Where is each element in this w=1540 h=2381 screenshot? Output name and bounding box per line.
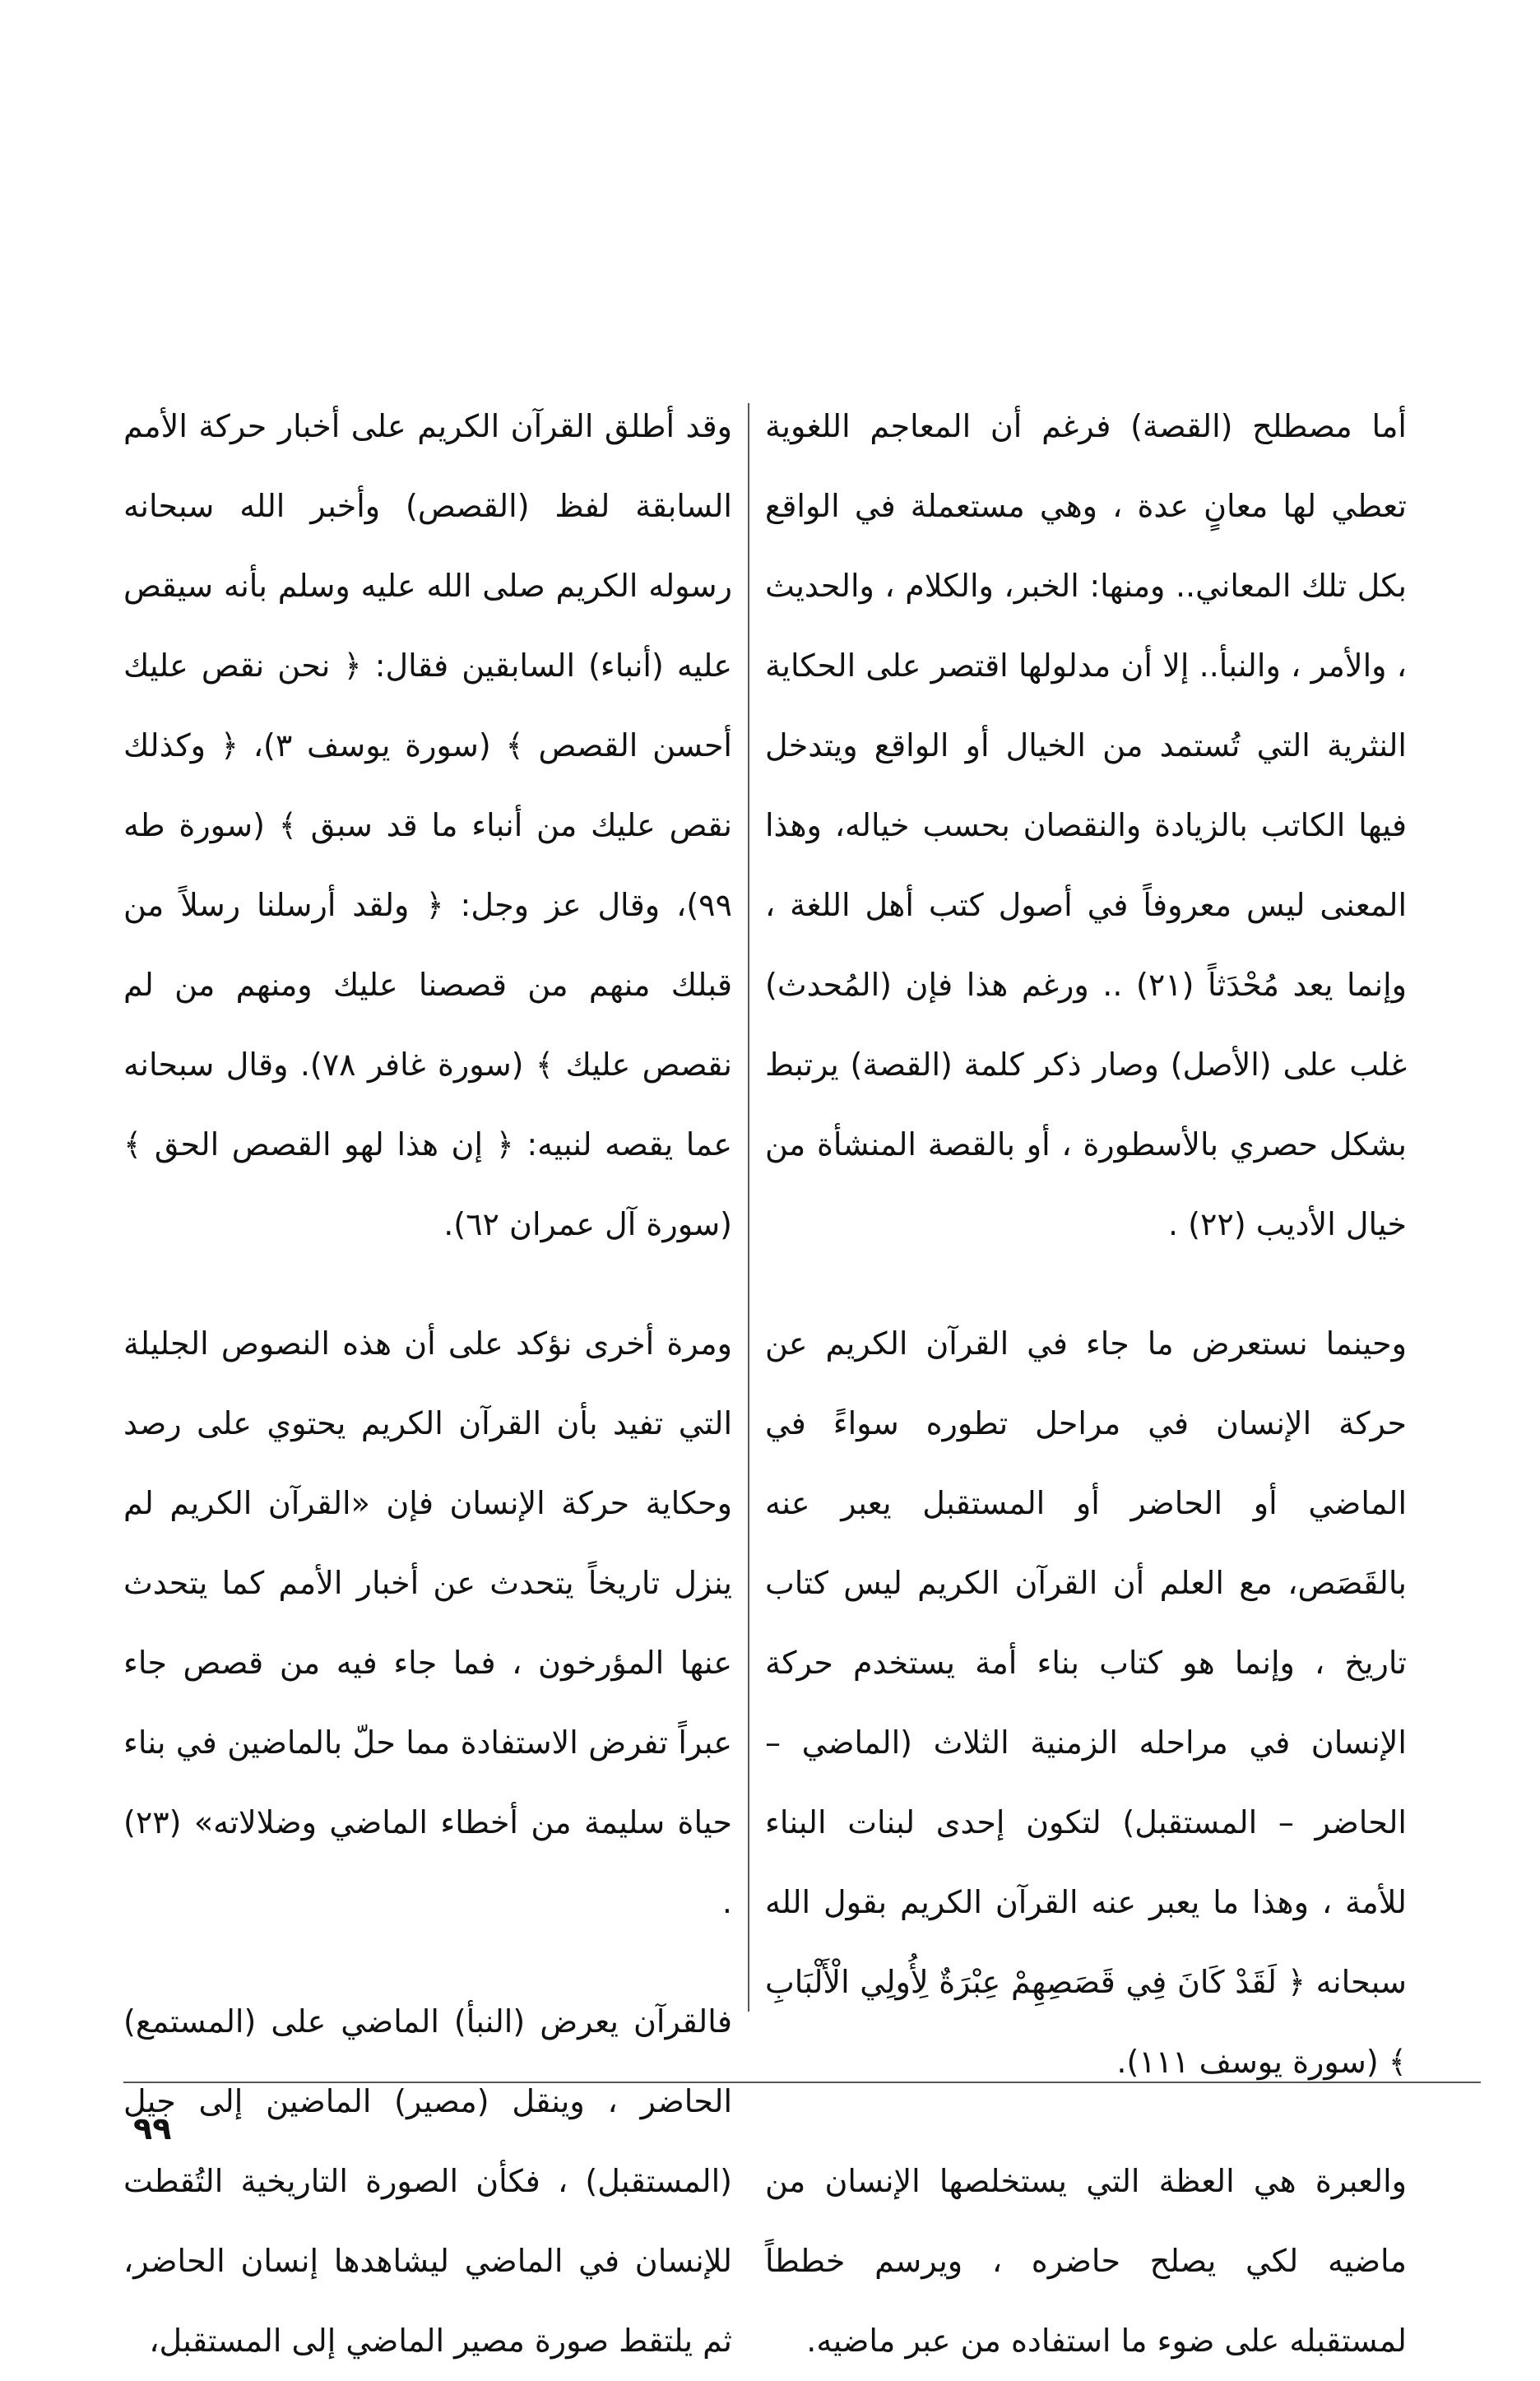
paragraph: فالقرآن يعرض (النبأ) الماضي على (المستمع) الحاضر ، وينقل (مصير) الماضين إلى جيل (المستقبل) ، فكأن الصورة التاريخية التُقطت للإنسان في الماضي ليشاهدها إنسان الحاضر، ثم يلتقط صورة مصير الماضي إلى المستقبل، xyxy=(123,2003,732,2359)
paragraph: وقد أطلق القرآن الكريم على أخبار حركة الأمم السابقة لفظ (القصص) وأخبر الله سبحانه رسوله الكريم صلى الله عليه وسلم بأنه سيقص عليه (أنباء) السابقين فقال: ﴿ نحن نقص عليك أحسن القصص ﴾ (سورة يوسف ٣)، ﴿ وكذلك نقص عليك من أنباء ما قد سبق ﴾ (سورة طه ٩٩)، وقال عز وجل: ﴿ ولقد أرسلنا رسلاً من قبلك منهم من قصصنا عليك ومنهم من لم نقصص عليك ﴾ (سورة غافر ٧٨). وقال سبحانه عما يقصه لنبيه: ﴿ إن هذا لهو القصص الحق ﴾ (سورة آل عمران ٦٢). xyxy=(123,408,732,1242)
paragraph: أما مصطلح (القصة) فرغم أن المعاجم اللغوية تعطي لها معانٍ عدة ، وهي مستعملة في الواقع بكل تلك المعاني.. ومنها: الخبر، والكلام ، والحديث ، والأمر ، والنبأ.. إلا أن مدلولها اقتصر على الحكاية النثرية التي تُستمد من الخيال أو الواقع ويتدخل فيها الكاتب بالزيادة والنقصان بحسب خياله، وهذا المعنى ليس معروفاً في أصول كتب أهل اللغة ، وإنما يعد مُحْدَثاً (٢١) .. ورغم هذا فإن (المُحدث) غلب على (الأصل) وصار ذكر كلمة (القصة) يرتبط بشكل حصري بالأسطورة ، أو بالقصة المنشأة من خيال الأديب (٢٢) . xyxy=(765,408,1407,1242)
paragraph: ومرة أخرى نؤكد على أن هذه النصوص الجليلة التي تفيد بأن القرآن الكريم يحتوي على رصد وحكاية حركة الإنسان فإن «القرآن الكريم لم ينزل تاريخاً يتحدث عن أخبار الأمم كما يتحدث عنها المؤرخون ، فما جاء فيه من قصص جاء عبراً تفرض الاستفادة مما حلّ بالماضين في بناء حياة سليمة من أخطاء الماضي وضلالاته» (٢٣) . xyxy=(123,1325,732,1920)
column-divider xyxy=(748,403,749,2012)
paragraph: وحينما نستعرض ما جاء في القرآن الكريم عن حركة الإنسان في مراحل تطوره سواءً في الماضي أو الحاضر أو المستقبل يعبر عنه بالقَصَص، مع العلم أن القرآن الكريم ليس كتاب تاريخ ، وإنما هو كتاب بناء أمة يستخدم حركة الإنسان في مراحله الزمنية الثلاث (الماضي – الحاضر – المستقبل) لتكون إحدى لبنات البناء للأمة ، وهذا ما يعبر عنه القرآن الكريم بقول الله سبحانه ﴿ لَقَدْ كَانَ فِي قَصَصِهِمْ عِبْرَةٌ لِأُولِي الْأَلْبَابِ ﴾ (سورة يوسف ١١١). xyxy=(765,1325,1407,2080)
left-column xyxy=(123,387,732,2359)
footer-rule xyxy=(123,2082,1481,2083)
right-column xyxy=(765,387,1407,2359)
page-number: ٩٩ xyxy=(133,2110,172,2147)
paragraph: والعبرة هي العظة التي يستخلصها الإنسان من ماضيه لكي يصلح حاضره ، ويرسم خططاً لمستقبله على ضوء ما استفاده من عبر ماضيه. xyxy=(765,2163,1407,2359)
